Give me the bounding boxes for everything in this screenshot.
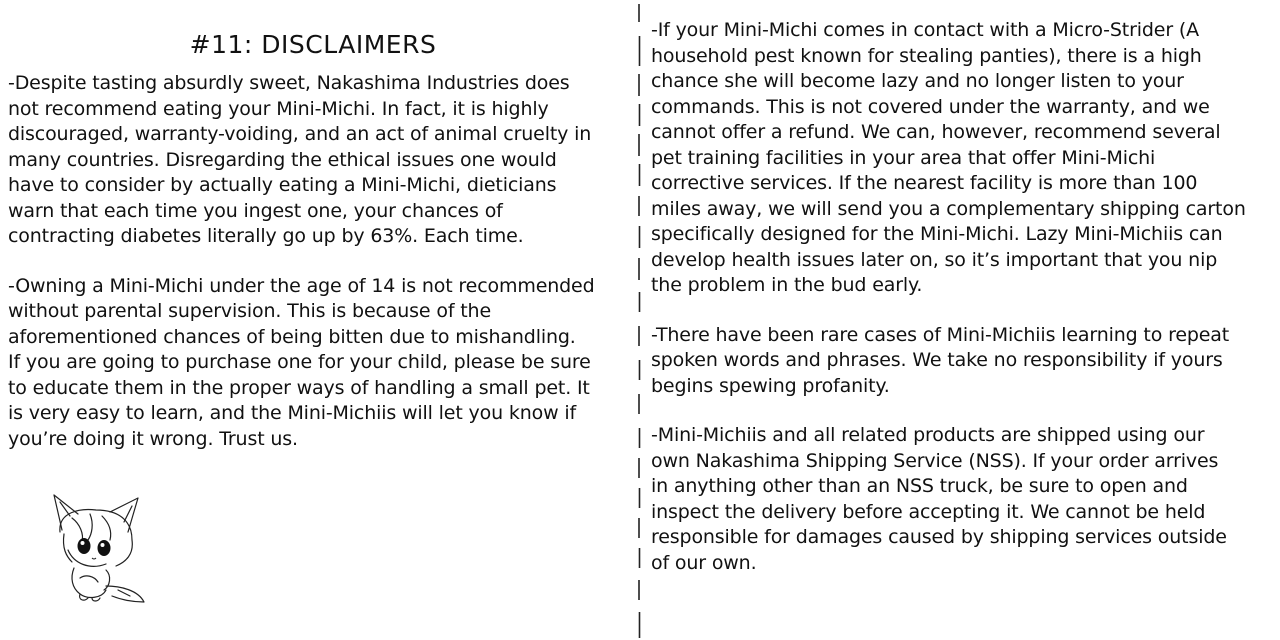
page-title: #11: DISCLAIMERS bbox=[189, 30, 437, 59]
mini-michi-mascot-icon bbox=[40, 490, 155, 605]
right-column bbox=[651, 18, 1276, 600]
paragraph-shipping: -Mini-Michiis and all related products are shipped using our own Nakashima Shipping Service (NSS). If your order arrives in anything other than an NSS truck, be sure to open and inspect the delivery before accepting it. We cannot be held responsible for damages caused by shipping services outside of our own. bbox=[651, 424, 1227, 574]
column-divider bbox=[637, 0, 641, 640]
paragraph-eating-warning: -Despite tasting absurdly sweet, Nakashima Industries does not recommend eating your Mini-Michi. In fact, it is highly discouraged, warranty-voiding, and an act of animal cruelty in many countries. Disregarding the ethical issues one would have to consider by actually eating a Mini-Michi, dieticians warn that each time you ingest one, your chances of contracting diabetes literally go up by 63%. Each time. bbox=[8, 72, 592, 247]
paragraph-repeating-words: -There have been rare cases of Mini-Michiis learning to repeat spoken words and phrases. We take no responsibility if yours begins spewing profanity. bbox=[651, 323, 1230, 397]
left-column bbox=[8, 30, 633, 476]
paragraph-age-supervision: -Owning a Mini-Michi under the age of 14 is not recommended without parental supervision. This is because of the aforementioned chances of being bitten due to mishandling. If you are going to purchase one for your child, please be sure to educate them in the proper ways of handling a small pet. It is very easy to learn, and the Mini-Michiis will let you know if you’re doing it wrong. Trust us. bbox=[8, 274, 595, 450]
paragraph-micro-strider: -If your Mini-Michi comes in contact with a Micro-Strider (A household pest known for stealing panties), there is a high chance she will become lazy and no longer listen to your commands. This is not covered under the warranty, and we cannot offer a refund. We can, however, recommend several pet training facilities in your area that offer Mini-Michi corrective services. If the nearest facility is more than 100 miles away, we will send you a complementary shipping carton specifically designed for the Mini-Michi. Lazy Mini-Michiis can develop health issues later on, so it’s important that you nip the problem in the bud early. bbox=[651, 19, 1246, 296]
